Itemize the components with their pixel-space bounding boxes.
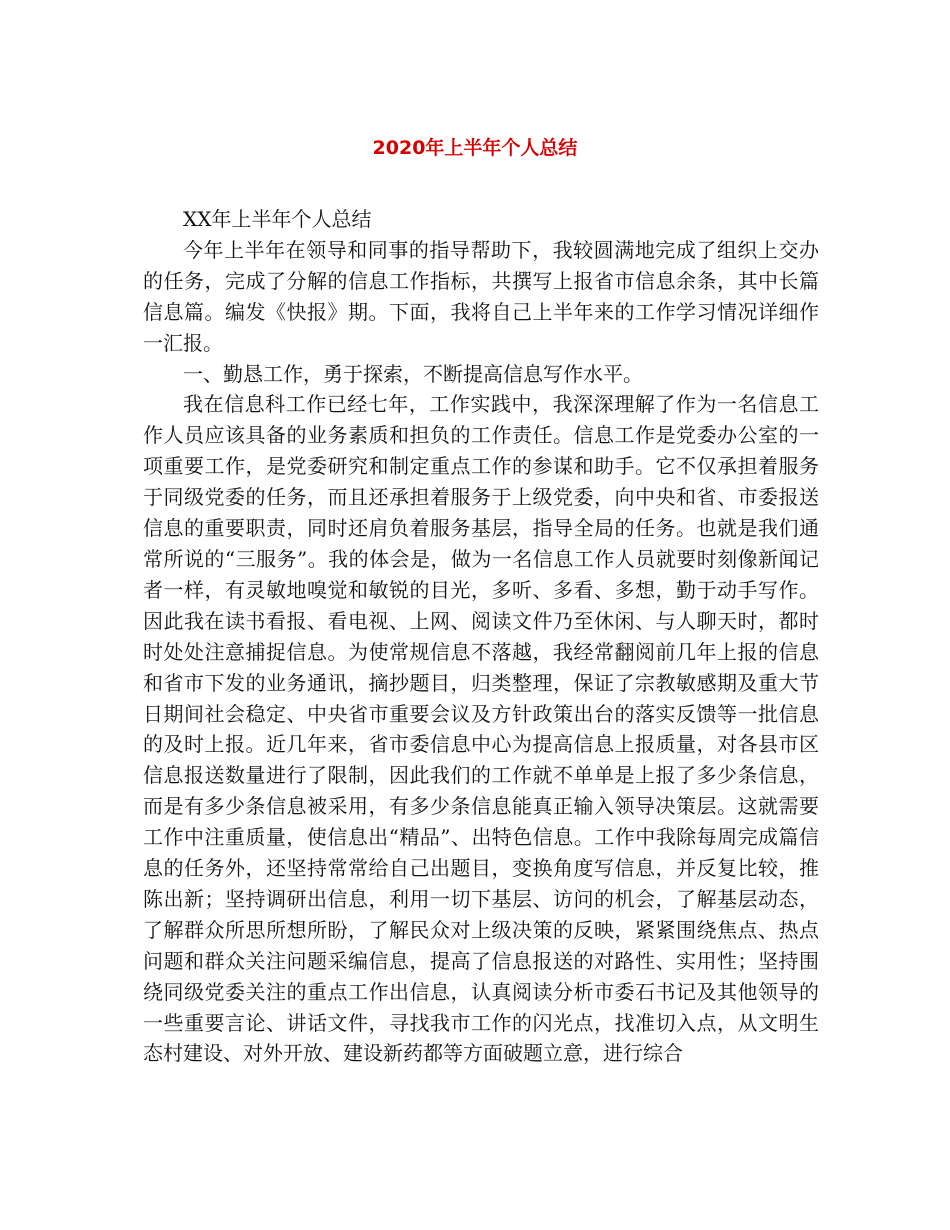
document-body (143, 204, 819, 1069)
paragraph-intro: 今年上半年在领导和同事的指导帮助下，我较圆满地完成了组织上交办的任务，完成了分解的信息工作指标，共撰写上报省市信息余条，其中长篇信息篇。编发《快报》期。下面，我将自己上半年来的工作学习情况详细作一汇报。 (143, 237, 819, 355)
document-subtitle: XX年上半年个人总结 (183, 207, 372, 231)
paragraph-section-1: 我在信息科工作已经七年，工作实践中，我深深理解了作为一名信息工作人员应该具备的业务素质和担负的工作责任。信息工作是党委办公室的一项重要工作，是党委研究和制定重点工作的参谋和助手。它不仅承担着服务于同级党委的任务，而且还承担着服务于上级党委，向中央和省、市委报送信息的重要职责，同时还肩负着服务基层，指导全局的任务。也就是我们通常所说的“三服务”。我的体会是，做为一名信息工作人员就要时刻像新闻记者一样，有灵敏地嗅觉和敏锐的目光，多听、多看、多想，勤于动手写作。因此我在读书看报、看电视、上网、阅读文件乃至休闲、与人聊天时，都时时处处注意捕捉信息。为使常规信息不落越，我经常翻阅前几年上报的信息和省市下发的业务通讯，摘抄题目，归类整理，保证了宗教敏感期及重大节日期间社会稳定、中央省市重要会议及方针政策出台的落实反馈等一批信息的及时上报。近几年来，省市委信息中心为提高信息上报质量，对各县市区信息报送数量进行了限制，因此我们的工作就不单单是上报了多少条信息，而是有多少条信息被采用，有多少条信息能真正输入领导决策层。这就需要工作中注重质量，使信息出“精品”、出特色信息。工作中我除每周完成篇信息的任务外，还坚持常常给自己出题目，变换角度写信息，并反复比较，推陈出新；坚持调研出信息，利用一切下基层、访问的机会，了解基层动态，了解群众所思所想所盼，了解民众对上级决策的反映，紧紧围绕焦点、热点问题和群众关注问题采编信息，提高了信息报送的对路性、实用性；坚持围绕同级党委关注的重点工作出信息，认真阅读分析市委石书记及其他领导的一些重要言论、讲话文件，寻找我市工作的闪光点，找准切入点，从文明生态村建设、对外开放、建设新药都等方面破题立意，进行综合 (143, 392, 819, 1066)
document-title: 2020年上半年个人总结 (372, 137, 578, 159)
section-heading-1: 一、勤恳工作，勇于探索，不断提高信息写作水平。 (183, 361, 643, 386)
